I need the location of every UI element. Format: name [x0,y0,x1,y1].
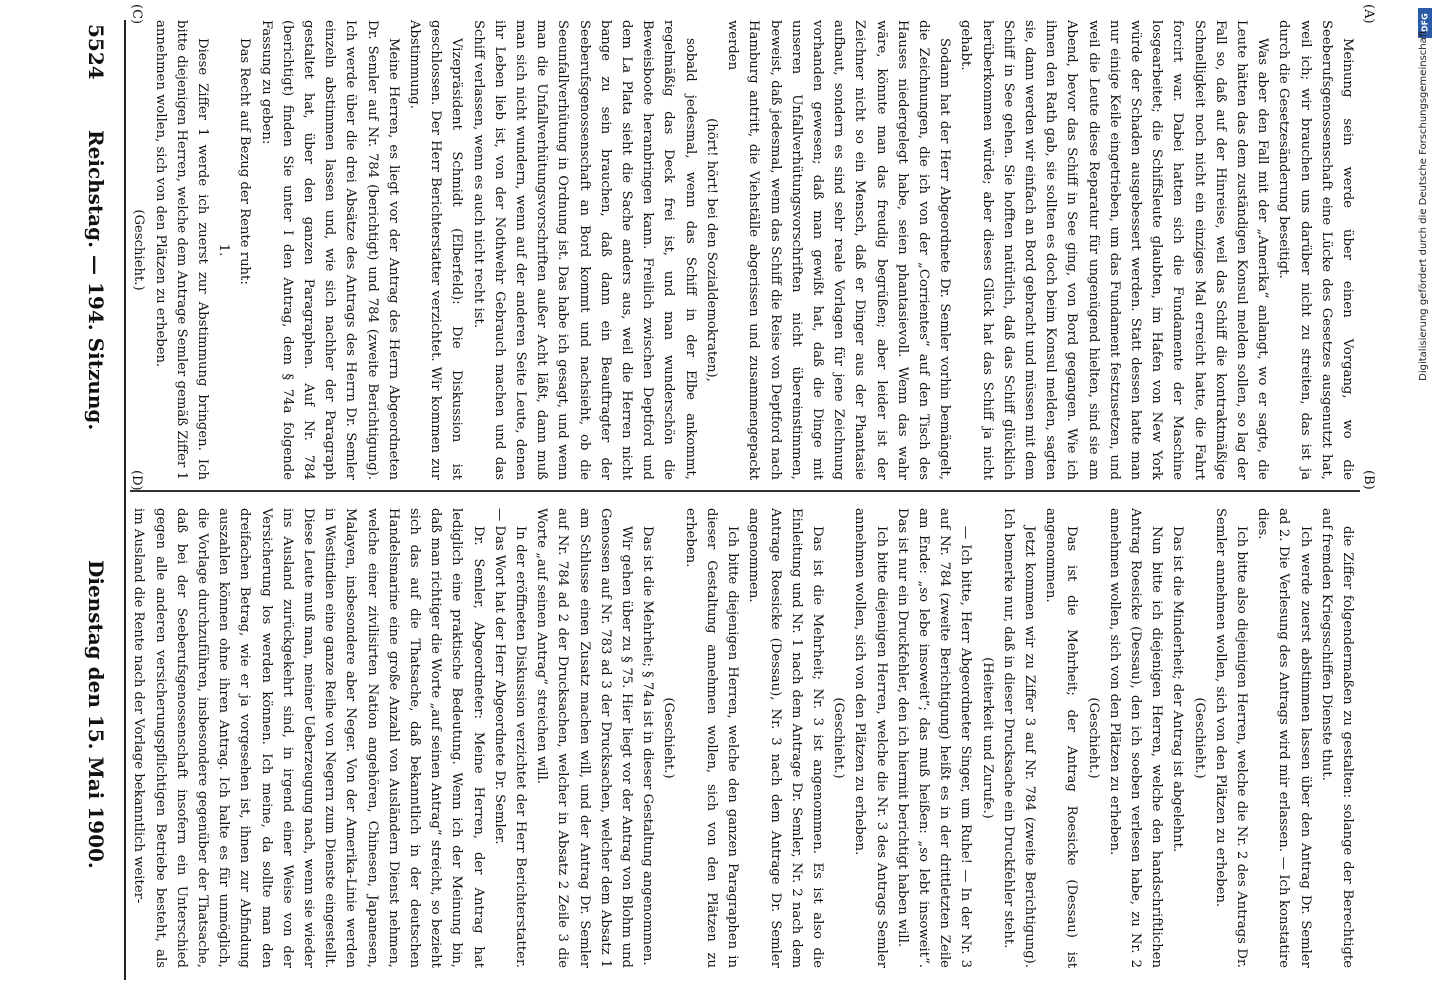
credit-strip [1418,30,1434,590]
paragraph: Das ist die Mehrheit; der Antrag Roesicke (Dessau) ist angenommen. [1043,508,1080,968]
paragraph: (Geschieht.) [131,209,147,291]
paragraph: (Geschieht.) [831,697,847,779]
paragraph: (hört! hört! bei den Sozialdemokraten), [703,118,719,382]
paragraph: Diese Ziffer 1 werde ich zuerst zur Abstimmung bringen. Ich bitte diejenigen Herren, welche dem Antrage Semler gemäß Ziffer 1 annehmen wollen, sich von den Plätzen zu erheben. [152,20,211,480]
paragraph: Das Recht auf Bezug der Rente ruht: [237,38,253,285]
left-column [130,20,1358,480]
session-title: Reichstag. — 194. Sitzung. [84,130,108,431]
paragraph: Nun bitte ich diejenigen Herren, welche den handschriftlichen Antrag Roesicke (Dessau), den ich soeben verlesen habe, zu Nr. 2 annehmen wollen, sich von den Plätzen zu erheben. [1106,508,1165,968]
paragraph: (Geschieht.) [661,697,677,779]
paragraph: Ich bitte also diejenigen Herren, welche die Nr. 2 des Antrags Dr. Semler annehmen wollen, sich von den Plätzen zu erheben. [1212,508,1249,968]
paragraph: (Geschieht.) [1085,697,1101,779]
paragraph: In der eröffneten Diskussion verzichtet der Herr Berichterstatter. — Das Wort hat der Herr Abgeordnete Dr. Semler. [491,508,529,968]
paragraph: Das ist die Mehrheit; Nr. 3 ist angenommen. Es ist also die Einleitung und Nr. 1 nach dem Antrage Dr. Semler, Nr. 2 nach dem Antrage Roesicke (Dessau), Nr. 3 nach dem Antrage Dr. Semler angenommen. [746,508,825,968]
paragraph: Meine Herren, es liegt vor der Antrag des Herrn Abgeordneten Dr. Semler auf Nr. 784 (berichtigt) und 784 (zweite Berichtigung). Ich werde über die drei Absätze des Antrags des Herrn Dr. Semler einzeln abstimmen lassen und, wie sich nachher der Paragraph gestaltet hat, über den ganzen Paragraphen. Auf Nr. 784 (berichtigt) finden Sie unter I den Antrag, dem § 74a folgende Fassung zu geben: [258,20,401,480]
paragraph: Vizepräsident Schmidt (Elberfeld): Die Diskussion ist geschlossen. Der Herr Berichterstatter verzichtet. Wir kommen zur Abstimmung. [407,20,465,480]
paragraph: Was aber den Fall mit der „Amerika“ anlangt, wo er sagte, die Leute hätten das dem zuständigen Konsul melden sollen, so lag der Fall so, daß auf der Hinreise, weil das Schiff die kontraktmäßige Schnelligkeit noch nicht ein einziges Mal erreicht hatte, die Fahrt forcirt war. Dabei hatten sich die Fundamente der Maschine losgearbeitet; die Schiffsleute glaubten, im Hafen von New York würde der Schaden ausgebessert werden. Statt dessen hatte man nur einige Keile eingetrieben, um das Fundament festzusetzen, und weil die Leute diese Reparatur für ungenügend hielten, sind sie am Abend, bevor das Schiff in See ging, von Bord gegangen. Wie ich ihnen den Rath gab, sie sollten es doch beim Konsul melden, sagten sie, dann werden wir einfach an Bord gebracht und müssen mit dem Schiff in See gehen. Sie hofften natürlich, daß das Schiff glücklich herüberkommen würde; aber dieses Glück hat das Schiff ja nicht gehabt. [958,20,1271,480]
session-date: Dienstag den 15. Mai 1900. [84,560,108,869]
column-divider [130,490,1360,492]
digitization-credit: Digitalisierung gefördert durch die Deutsche Forschungsgemeinschaft [1418,30,1429,381]
paragraph: Das ist die Minderheit; der Antrag ist abgelehnt. [1170,526,1186,853]
paragraph: Meinung sein werde über einen Vorgang, wo die Seeberufsgenossenschaft eine Lücke des Gesetzes ausgenutzt hat, weil ich; wir brauchen uns darüber nicht zu streiten, das ist ja durch die Gesetzesänderung beseitigt. [1276,20,1355,480]
margin-mark-d: (D) [129,470,144,491]
running-header [72,0,118,1000]
paragraph: (Geschieht.) [1191,697,1207,779]
header-rule [124,20,126,980]
margin-mark-c: (C) [129,4,144,25]
page-number: 5524 [84,24,108,80]
print-area [60,0,1380,1000]
dfg-logo: DFG [1418,8,1432,38]
margin-mark-a: (A) [1361,4,1376,24]
paragraph: Jetzt kommen wir zu Ziffer 3 auf Nr. 784 (zweite Berichtigung). Ich bemerke nur, daß in dieser Drucksache ein Druckfehler steht. [1000,508,1037,968]
paragraph: (Heiterkeit und Zurufe.) [979,657,995,819]
paragraph: — Ich bitte, Herr Abgeordneter Singer, um Ruhe! — In der Nr. 3 auf Nr. 784 (zweite Berichtigung) heißt es in der drittletzten Zeile am Ende: „so lebe insoweit“; das muß heißen: „so lebt insoweit“. Das ist nur ein Druckfehler, den ich hiermit berichtigt haben will. [894,508,974,968]
paragraph: Ich werde zuerst abstimmen lassen über den Antrag Dr. Semler ad 2. Die Verlesung des Antrags wird mir erlassen. — Ich konstatire dies. [1255,508,1313,968]
paragraph: Das ist die Mehrheit; § 74a ist in dieser Gestaltung angenommen. [640,526,656,966]
paragraph: Ich bitte diejenigen Herren, welche die Nr. 3 des Antrags Semler annehmen wollen, sich von den Plätzen zu erheben. [852,508,889,968]
right-column [130,508,1358,968]
paragraph: Sodann hat der Herr Abgeordnete Dr. Semler vorhin bemängelt, die Zeichnungen, die ich von der „Corrientes“ auf den Tisch des Hauses niedergelegt habe, seien phantasievoll. Wenn das wahr wäre, könnte man das freudig begrüßen; aber leider ist der Zeichner nicht so ein Mensch, daß er Dinger aus der Phantasie aufbaut, sondern es sind sehr reale Vorlagen für jene Zeichnung vorhanden gewesen; daß man gewißt hat, daß die Dinge mit unseren Unfallverhütungsvorschriften nicht übereinstimmen, beweist, daß jedesmal, wenn das Schiff die Reise von Deptford nach Hamburg antritt, die Viehställe abgerissen und zusammengepackt werden [725,20,953,480]
paragraph: Dr. Semler, Abgeordneter: Meine Herren, der Antrag hat lediglich eine praktische Bedeutung. Wenn ich der Meinung bin, daß man richtiger die Worte „auf seinen Antrag“ streicht, so bezieht sich das auf die Thatsache, daß bekanntlich in der deutschen Handelsmarine eine große Anzahl von Ausländern Dienst nehmen, welche einer zivilisirten Nation angehören, Chinesen, Japanesen, Malayen, insbesondere aber Neger. Von der Amerika-Linie werden in Westindien eine ganze Reihe von Negern zum Dienste eingestellt. Diese Leute muß man, meiner Ueberzeugung nach, wenn sie wieder ins Ausland zurückgekehrt sind, in irgend einer Weise von der Versicherung los werden können. Ich meine, da sollte man den dreifachen Betrag, wie er ja vorgesehen ist, ihnen zur Abfindung auszahlen können ohne ihren Antrag. Ich halte es für unmöglich, die Vorlage durchzuführen, insbesondere gegenüber der Thatsache, daß bei der Seeberufsgenossenschaft insofern ein Unterschied gegen alle anderen versicherungspflichtigen Betriebe besteht, als im Ausland die Rente nach der Vorlage bekanntlich weiter- [131,508,486,968]
paragraph: Wir gehen über zu § 75. Hier liegt vor der Antrag von Blohm und Genossen auf Nr. 783 ad 3 der Drucksachen, welcher dem Absatz 1 am Schlusse einen Zusatz machen will, und der Antrag Dr. Semler auf Nr. 784 ad 2 der Drucksachen, welcher in Absatz 2 Zeile 3 die Worte „auf seinen Antrag“ streichen will. [534,508,635,968]
paragraph: Ich bitte diejenigen Herren, welche den ganzen Paragraphen in dieser Gestaltung annehmen wollen, sich von den Plätzen zu erheben. [682,508,741,968]
paragraph: 1. [216,243,232,257]
margin-mark-b: (B) [1361,470,1376,490]
paragraph: sobald jedesmal, wenn das Schiff in der Elbe ankommt, regelmäßig das Deck frei ist, und man wunderschön die Beweisboote heranbringen kann. Freilich zwischen Deptford und dem La Plata sieht die Sache anders aus, weil die Herren nicht bange zu sein brauchen, daß dann ein Beauftragter der Seeberufsgenossenschaft an Bord kommt und nachsieht, ob die Seeunfallverhütung in Ordnung ist. Das habe ich gesagt, und wenn man die Unfallverhütungsvorschriften außer Acht läßt, dann muß man sich nicht wundern, wenn auf der anderen Seite Leute, denen ihr Leben lieb ist, von der Nothwehr Gebrauch machen und das Schiff verlassen, wenn es auch nicht recht ist. [470,20,698,480]
paragraph: die Ziffer folgendermaßen zu gestalten: solange der Berechtigte auf fremden Kriegsschiffen Dienste thut. [1318,508,1355,968]
